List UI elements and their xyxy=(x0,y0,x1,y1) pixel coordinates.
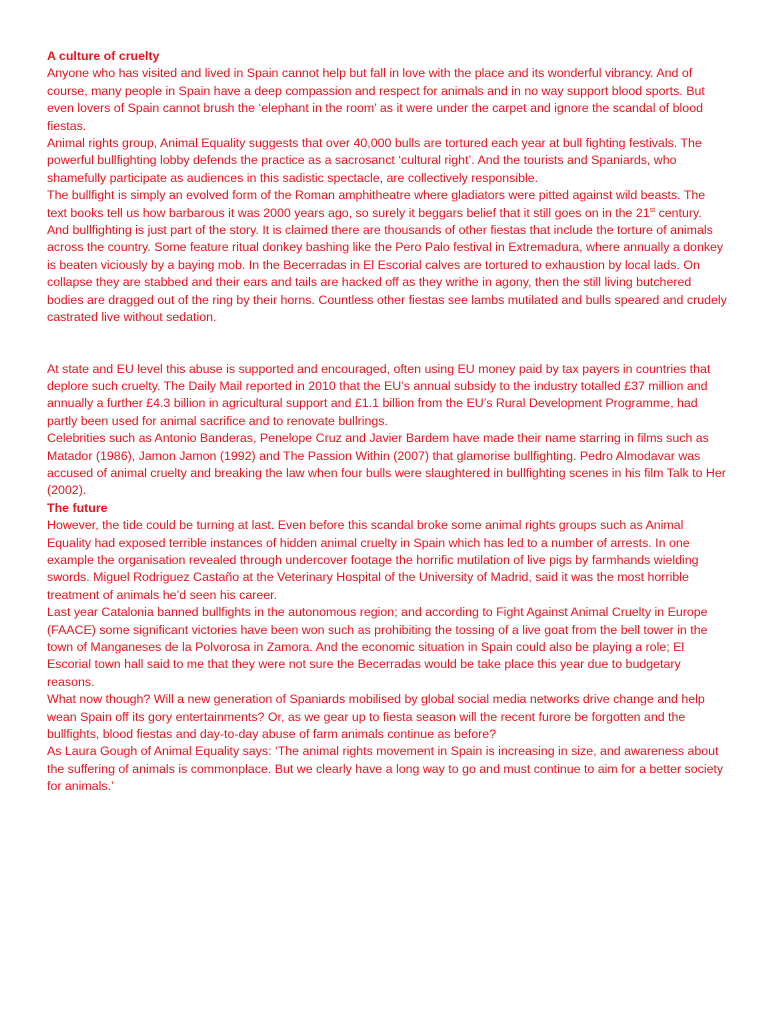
paragraph: And bullfighting is just part of the story. It is claimed there are thousands of other fiestas that include the torture of animals across the country. Some feature ritual donkey bashing like the Pero Palo festival in Extremadura, where annually a donkey is beaten viciously by a baying mob. In the Becerradas in El Escorial calves are tortured to exhaustion by local lads. On collapse they are stabbed and their ears and tails are hacked off as they writhe in agony, then the still living butchered bodies are dragged out of the ring by their horns. Countless other fiestas see lambs mutilated and bulls speared and crudely castrated live without sedation. xyxy=(47,223,727,325)
paragraph-21st-century xyxy=(47,187,727,222)
paragraph-quote: As Laura Gough of Animal Equality says: ‘The animal rights movement in Spain is increasing in size, and awareness about the suffering of animals is commonplace. But we clearly have a long way to go and must continue to aim for a better society for animals.’ xyxy=(47,744,724,794)
paragraph: At state and EU level this abuse is supported and encouraged, often using EU money paid by tax payers in countries that deplore such cruelty. The Daily Mail reported in 2010 that the EU’s annual subsidy to the industry totalled £37 million and annually a further £4.3 billion in agricultural support and £1.1 billion from the EU’s Rural Development Programme, had partly been used for animal sacrifice and to renovate bullrings. xyxy=(47,361,711,428)
paragraph: Animal rights group, Animal Equality suggests that over 40,000 bulls are tortured each year at bull fighting festivals. The powerful bullfighting lobby defends the practice as a sacrosanct ‘cultural right’. And the tourists and Spaniards, who shamefully participate as audiences in this sadistic spectacle, are collectively responsible. xyxy=(47,136,702,185)
paragraph: What now though? Will a new generation of Spaniards mobilised by global social media networks drive change and help wean Spain off its gory entertainments? Or, as we gear up to fiesta season will the recent furore be forgotten and the bullfights, blood fiestas and day-to-day abuse of farm animals continue as before? xyxy=(47,692,705,742)
paragraph: Last year Catalonia banned bullfights in the autonomous region; and according to Fight Against Animal Cruelty in Europe (FAACE) some significant victories have been won such as prohibiting the tossing of a live goat from the bell tower in the town of Manganeses de la Polvorosa in Zamora. And the economic situation in Spain could also be playing a role; El Escorial town hall said to me that they were not sure the Becerradas would be take place this year due to budgetary reasons. xyxy=(47,605,708,689)
section-heading-the-future: The future xyxy=(47,500,108,515)
paragraph: However, the tide could be turning at last. Even before this scandal broke some animal rights groups such as Animal Equality had exposed terrible instances of hidden animal cruelty in Spain which has led to a number of arrests. In one example the organisation revealed through undercover footage the horrific mutilation of live pigs by farmhands wielding swords. Miguel Rodriguez Castaño at the Veterinary Hospital of the University of Madrid, said it was the most horrible treatment of animals he’d seen his career. xyxy=(47,518,699,602)
paragraph: Anyone who has visited and lived in Spain cannot help but fall in love with the place and its wonderful vibrancy. And of course, many people in Spain have a deep compassion and respect for animals and in no way support blood sports. But even lovers of Spain cannot brush the ‘elephant in the room’ as it were under the carpet and ignore the scandal of blood fiestas. xyxy=(47,66,705,133)
article-body xyxy=(47,48,727,796)
paragraph-gap xyxy=(47,327,727,361)
paragraph-text-end: century. xyxy=(655,205,702,220)
superscript-ordinal: st xyxy=(649,206,656,214)
paragraph-text: The bullfight is simply an evolved form of the Roman amphitheatre where gladiators were pitted against wild beasts. The text books tell us how barbarous it was 2000 years ago, so surely it beggars belief that it still goes on in the 21 xyxy=(47,188,706,220)
paragraph: Celebrities such as Antonio Banderas, Penelope Cruz and Javier Bardem have made their name starring in films such as Matador (1986), Jamon Jamon (1992) and The Passion Within (2007) that glamorise bullfighting. Pedro Almodavar was accused of animal cruelty and breaking the law when four bulls were slaughtered in bullfighting scenes in his film Talk to Her (2002). xyxy=(47,431,726,498)
section-heading-culture-of-cruelty: A culture of cruelty xyxy=(47,49,160,63)
